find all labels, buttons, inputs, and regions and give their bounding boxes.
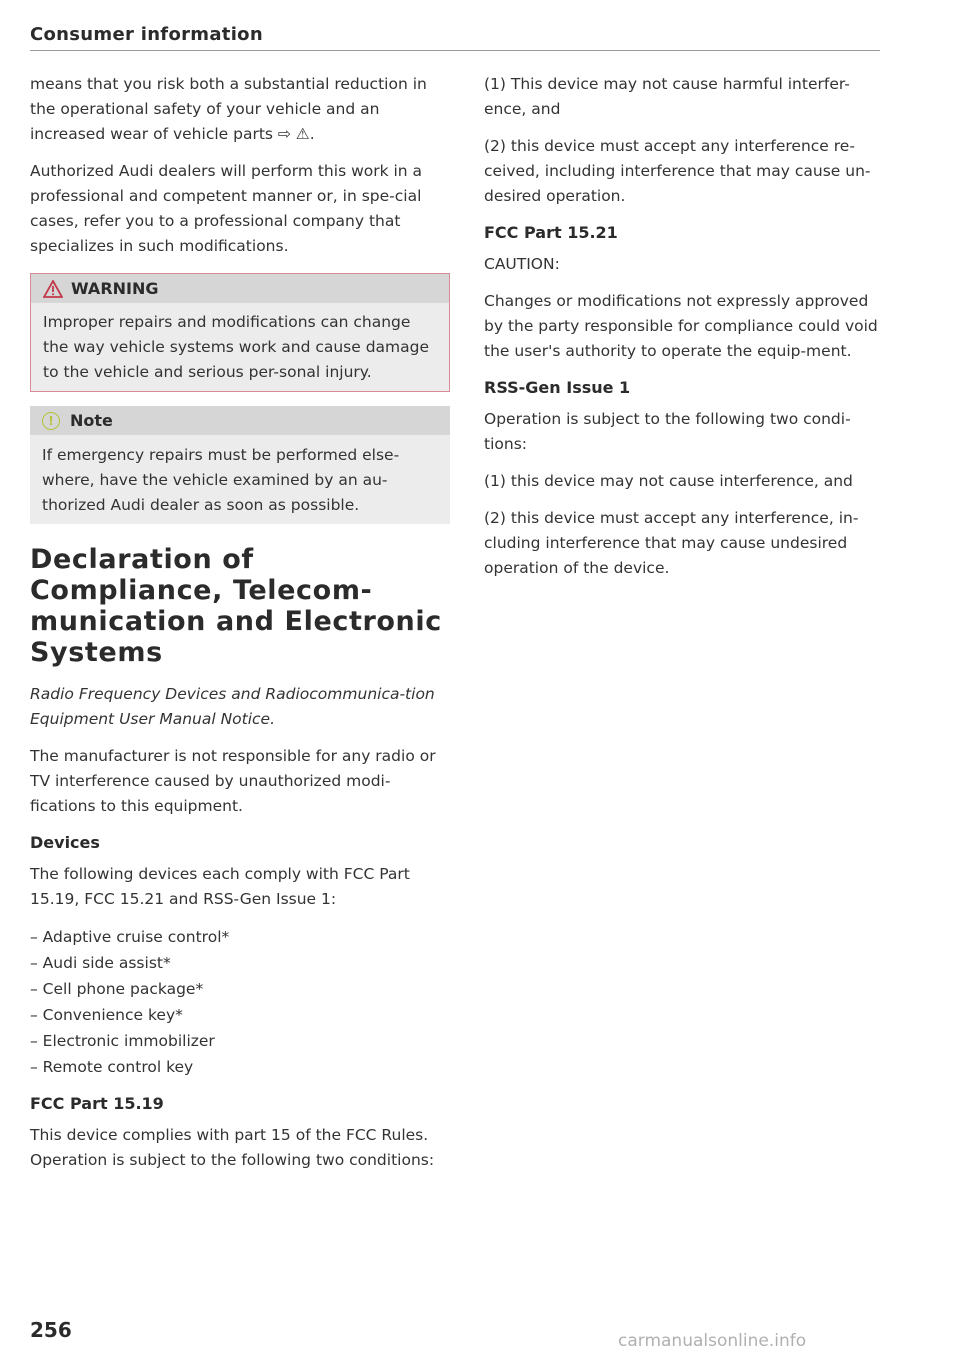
devices-intro: The following devices each comply with FCC Part 15.19, FCC 15.21 and RSS-Gen Issue 1: [30,865,410,908]
left-column [30,72,450,1185]
note-text: If emergency repairs must be performed else-where, have the vehicle examined by an au-thorized Audi dealer as soon as possible. [42,446,400,514]
list-item: – Cell phone package* [30,980,204,998]
page-number: 256 [30,1318,72,1342]
warning-triangle-icon [43,280,63,298]
list-item: – Adaptive cruise control* [30,928,230,946]
fcc-1519-text: This device complies with part 15 of the FCC Rules. Operation is subject to the following two conditions: [30,1126,435,1169]
fcc-1521-heading: FCC Part 15.21 [484,223,618,242]
list-item: – Convenience key* [30,1006,183,1024]
warning-box [30,273,450,392]
paragraph-manufacturer: The manufacturer is not responsible for any radio or TV interference caused by unauthorized modi-fications to this equipment. [30,747,436,815]
paragraph-intro: means that you risk both a substantial reduction in the operational safety of your vehicle and an increased wear of vehicle parts ⇨ ⚠. [30,75,427,143]
caution-label: CAUTION: [484,255,560,273]
rss-condition-2: (2) this device must accept any interference, in-cluding interference that may cause undesired operation of the device. [484,509,859,577]
list-item: – Electronic immobilizer [30,1032,215,1050]
fcc-1519-heading: FCC Part 15.19 [30,1094,164,1113]
condition-1: (1) This device may not cause harmful interfer-ence, and [484,75,850,118]
rss-text: Operation is subject to the following two condi-tions: [484,410,851,453]
note-title: Note [70,411,113,430]
fcc-1521-text: Changes or modifications not expressly approved by the party responsible for compliance could void the user's authority to operate the equip-ment. [484,292,878,360]
paragraph-dealers: Authorized Audi dealers will perform this work in a professional and competent manner or, in spe-cial cases, refer you to a professional company that specializes in such modifications. [30,162,423,255]
warning-header [31,274,449,303]
warning-title: WARNING [71,279,159,298]
list-item: – Audi side assist* [30,954,171,972]
right-column [484,72,884,593]
rss-condition-1: (1) this device may not cause interference, and [484,472,853,490]
note-box [30,406,450,524]
page-header [30,24,880,51]
devices-list [30,924,450,1080]
condition-2: (2) this device must accept any interference re-ceived, including interference that may cause un-desired operation. [484,137,871,205]
section-title: Declaration of Compliance, Telecom-munication and Electronic Systems [30,544,442,668]
rss-heading: RSS-Gen Issue 1 [484,378,631,397]
warning-text: Improper repairs and modifications can change the way vehicle systems work and cause damage to the vehicle and serious per-sonal injury. [43,313,430,381]
header-title: Consumer information [30,24,263,45]
watermark-text: carmanualsonline.info [618,1331,807,1351]
italic-intro: Radio Frequency Devices and Radiocommunica-tion Equipment User Manual Notice. [30,685,435,728]
devices-heading: Devices [30,833,100,852]
list-item: – Remote control key [30,1058,194,1076]
note-header [30,406,450,435]
exclamation-circle-icon: ! [42,412,60,430]
